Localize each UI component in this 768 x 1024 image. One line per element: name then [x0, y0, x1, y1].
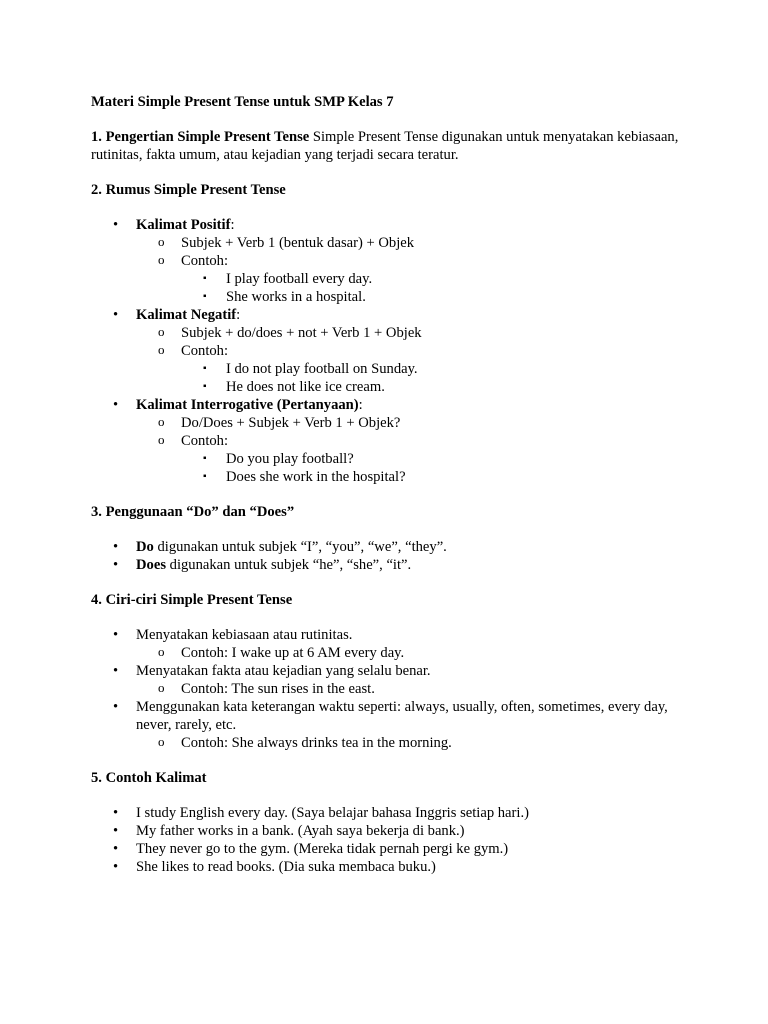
example-item	[181, 468, 691, 486]
square-bullet-icon: ▪	[203, 471, 207, 482]
sub-list-item	[136, 734, 691, 752]
formula-text: Subjek + do/does + not + Verb 1 + Objek	[181, 325, 422, 341]
bullet-icon: •	[113, 823, 119, 839]
circle-bullet-icon: o	[158, 234, 165, 249]
sub-list-item	[136, 644, 691, 662]
sub-list-item	[136, 414, 691, 432]
example-label: Contoh:	[181, 253, 229, 269]
bullet-icon: •	[113, 699, 119, 715]
section-2-heading: 2. Rumus Simple Present Tense	[91, 182, 286, 198]
circle-bullet-icon: o	[158, 680, 165, 695]
section-1-text: Simple Present Tense digunakan untuk menyatakan kebiasaan, rutinitas, fakta umum, atau kejadian yang terjadi secara teratur.	[91, 129, 679, 163]
sub-list-item	[136, 252, 691, 306]
sub-list	[136, 734, 691, 752]
square-bullet-icon: ▪	[203, 381, 207, 392]
list-item	[91, 662, 691, 698]
example-text: I do not play football on Sunday.	[226, 361, 418, 377]
document-title: Materi Simple Present Tense untuk SMP Kelas 7	[91, 94, 394, 110]
sub-list	[136, 644, 691, 662]
sub-list-item	[136, 680, 691, 698]
example-text: She works in a hospital.	[226, 289, 366, 305]
bullet-icon: •	[113, 307, 119, 323]
example-text: Does she work in the hospital?	[226, 469, 406, 485]
example-list	[181, 270, 691, 306]
section-4-heading: 4. Ciri-ciri Simple Present Tense	[91, 592, 293, 608]
example-item	[181, 270, 691, 288]
example-item	[181, 378, 691, 396]
example-label: Contoh:	[181, 433, 229, 449]
example-text: Contoh: I wake up at 6 AM every day.	[181, 645, 405, 661]
item-suffix: :	[358, 397, 363, 413]
item-label: Kalimat Interrogative (Pertanyaan)	[136, 397, 359, 413]
list-item	[91, 840, 691, 858]
bullet-icon: •	[113, 805, 119, 821]
bullet-icon: •	[113, 557, 119, 573]
item-text: They never go to the gym. (Mereka tidak pernah pergi ke gym.)	[136, 841, 509, 857]
item-label: Kalimat Positif	[136, 217, 231, 233]
sub-list	[136, 680, 691, 698]
example-text: Contoh: She always drinks tea in the morning.	[181, 735, 452, 751]
item-suffix: :	[230, 217, 235, 233]
circle-bullet-icon: o	[158, 734, 165, 749]
list-item	[91, 822, 691, 840]
item-text: My father works in a bank. (Ayah saya bekerja di bank.)	[136, 823, 465, 839]
section-4-list	[91, 626, 691, 752]
sub-list-item	[136, 432, 691, 486]
square-bullet-icon: ▪	[203, 453, 207, 464]
item-keyword: Does	[136, 557, 166, 573]
bullet-icon: •	[113, 539, 119, 555]
item-keyword: Do	[136, 539, 154, 555]
square-bullet-icon: ▪	[203, 273, 207, 284]
item-text: digunakan untuk subjek “he”, “she”, “it”.	[166, 557, 412, 573]
sub-list-item	[136, 234, 691, 252]
item-text: I study English every day. (Saya belajar bahasa Inggris setiap hari.)	[136, 805, 529, 821]
bullet-icon: •	[113, 627, 119, 643]
example-text: Contoh: The sun rises in the east.	[181, 681, 375, 697]
sub-list	[136, 234, 691, 306]
circle-bullet-icon: o	[158, 342, 165, 357]
example-item	[181, 288, 691, 306]
section-2-list	[91, 216, 691, 486]
section-1-paragraph	[91, 128, 691, 164]
example-text: I play football every day.	[226, 271, 373, 287]
list-item	[91, 626, 691, 662]
circle-bullet-icon: o	[158, 432, 165, 447]
list-item	[91, 396, 691, 486]
list-item	[91, 556, 691, 574]
document-page	[91, 93, 691, 893]
list-item	[91, 306, 691, 396]
example-text: He does not like ice cream.	[226, 379, 385, 395]
section-5-list	[91, 804, 691, 876]
sub-list	[136, 324, 691, 396]
list-item	[91, 858, 691, 876]
bullet-icon: •	[113, 397, 119, 413]
bullet-icon: •	[113, 841, 119, 857]
example-list	[181, 360, 691, 396]
example-item	[181, 450, 691, 468]
item-text: digunakan untuk subjek “I”, “you”, “we”, “they”.	[153, 539, 447, 555]
sub-list	[136, 414, 691, 486]
section-5-heading: 5. Contoh Kalimat	[91, 770, 207, 786]
square-bullet-icon: ▪	[203, 363, 207, 374]
formula-text: Do/Does + Subjek + Verb 1 + Objek?	[181, 415, 401, 431]
item-text: She likes to read books. (Dia suka membaca buku.)	[136, 859, 436, 875]
circle-bullet-icon: o	[158, 252, 165, 267]
example-item	[181, 360, 691, 378]
example-label: Contoh:	[181, 343, 229, 359]
bullet-icon: •	[113, 859, 119, 875]
section-1-heading: 1. Pengertian Simple Present Tense	[91, 129, 310, 145]
item-text: Menyatakan kebiasaan atau rutinitas.	[136, 627, 353, 643]
circle-bullet-icon: o	[158, 414, 165, 429]
list-item	[91, 698, 691, 752]
list-item	[91, 216, 691, 306]
example-text: Do you play football?	[226, 451, 354, 467]
list-item	[91, 804, 691, 822]
item-text: Menggunakan kata keterangan waktu seperti: always, usually, often, sometimes, every day, never, rarely, etc.	[136, 699, 668, 733]
section-3-list	[91, 538, 691, 574]
item-label: Kalimat Negatif	[136, 307, 237, 323]
example-list	[181, 450, 691, 486]
square-bullet-icon: ▪	[203, 291, 207, 302]
bullet-icon: •	[113, 217, 119, 233]
item-text: Menyatakan fakta atau kejadian yang selalu benar.	[136, 663, 431, 679]
bullet-icon: •	[113, 663, 119, 679]
list-item	[91, 538, 691, 556]
sub-list-item	[136, 342, 691, 396]
sub-list-item	[136, 324, 691, 342]
formula-text: Subjek + Verb 1 (bentuk dasar) + Objek	[181, 235, 415, 251]
circle-bullet-icon: o	[158, 644, 165, 659]
circle-bullet-icon: o	[158, 324, 165, 339]
item-suffix: :	[236, 307, 241, 323]
section-3-heading: 3. Penggunaan “Do” dan “Does”	[91, 504, 295, 520]
